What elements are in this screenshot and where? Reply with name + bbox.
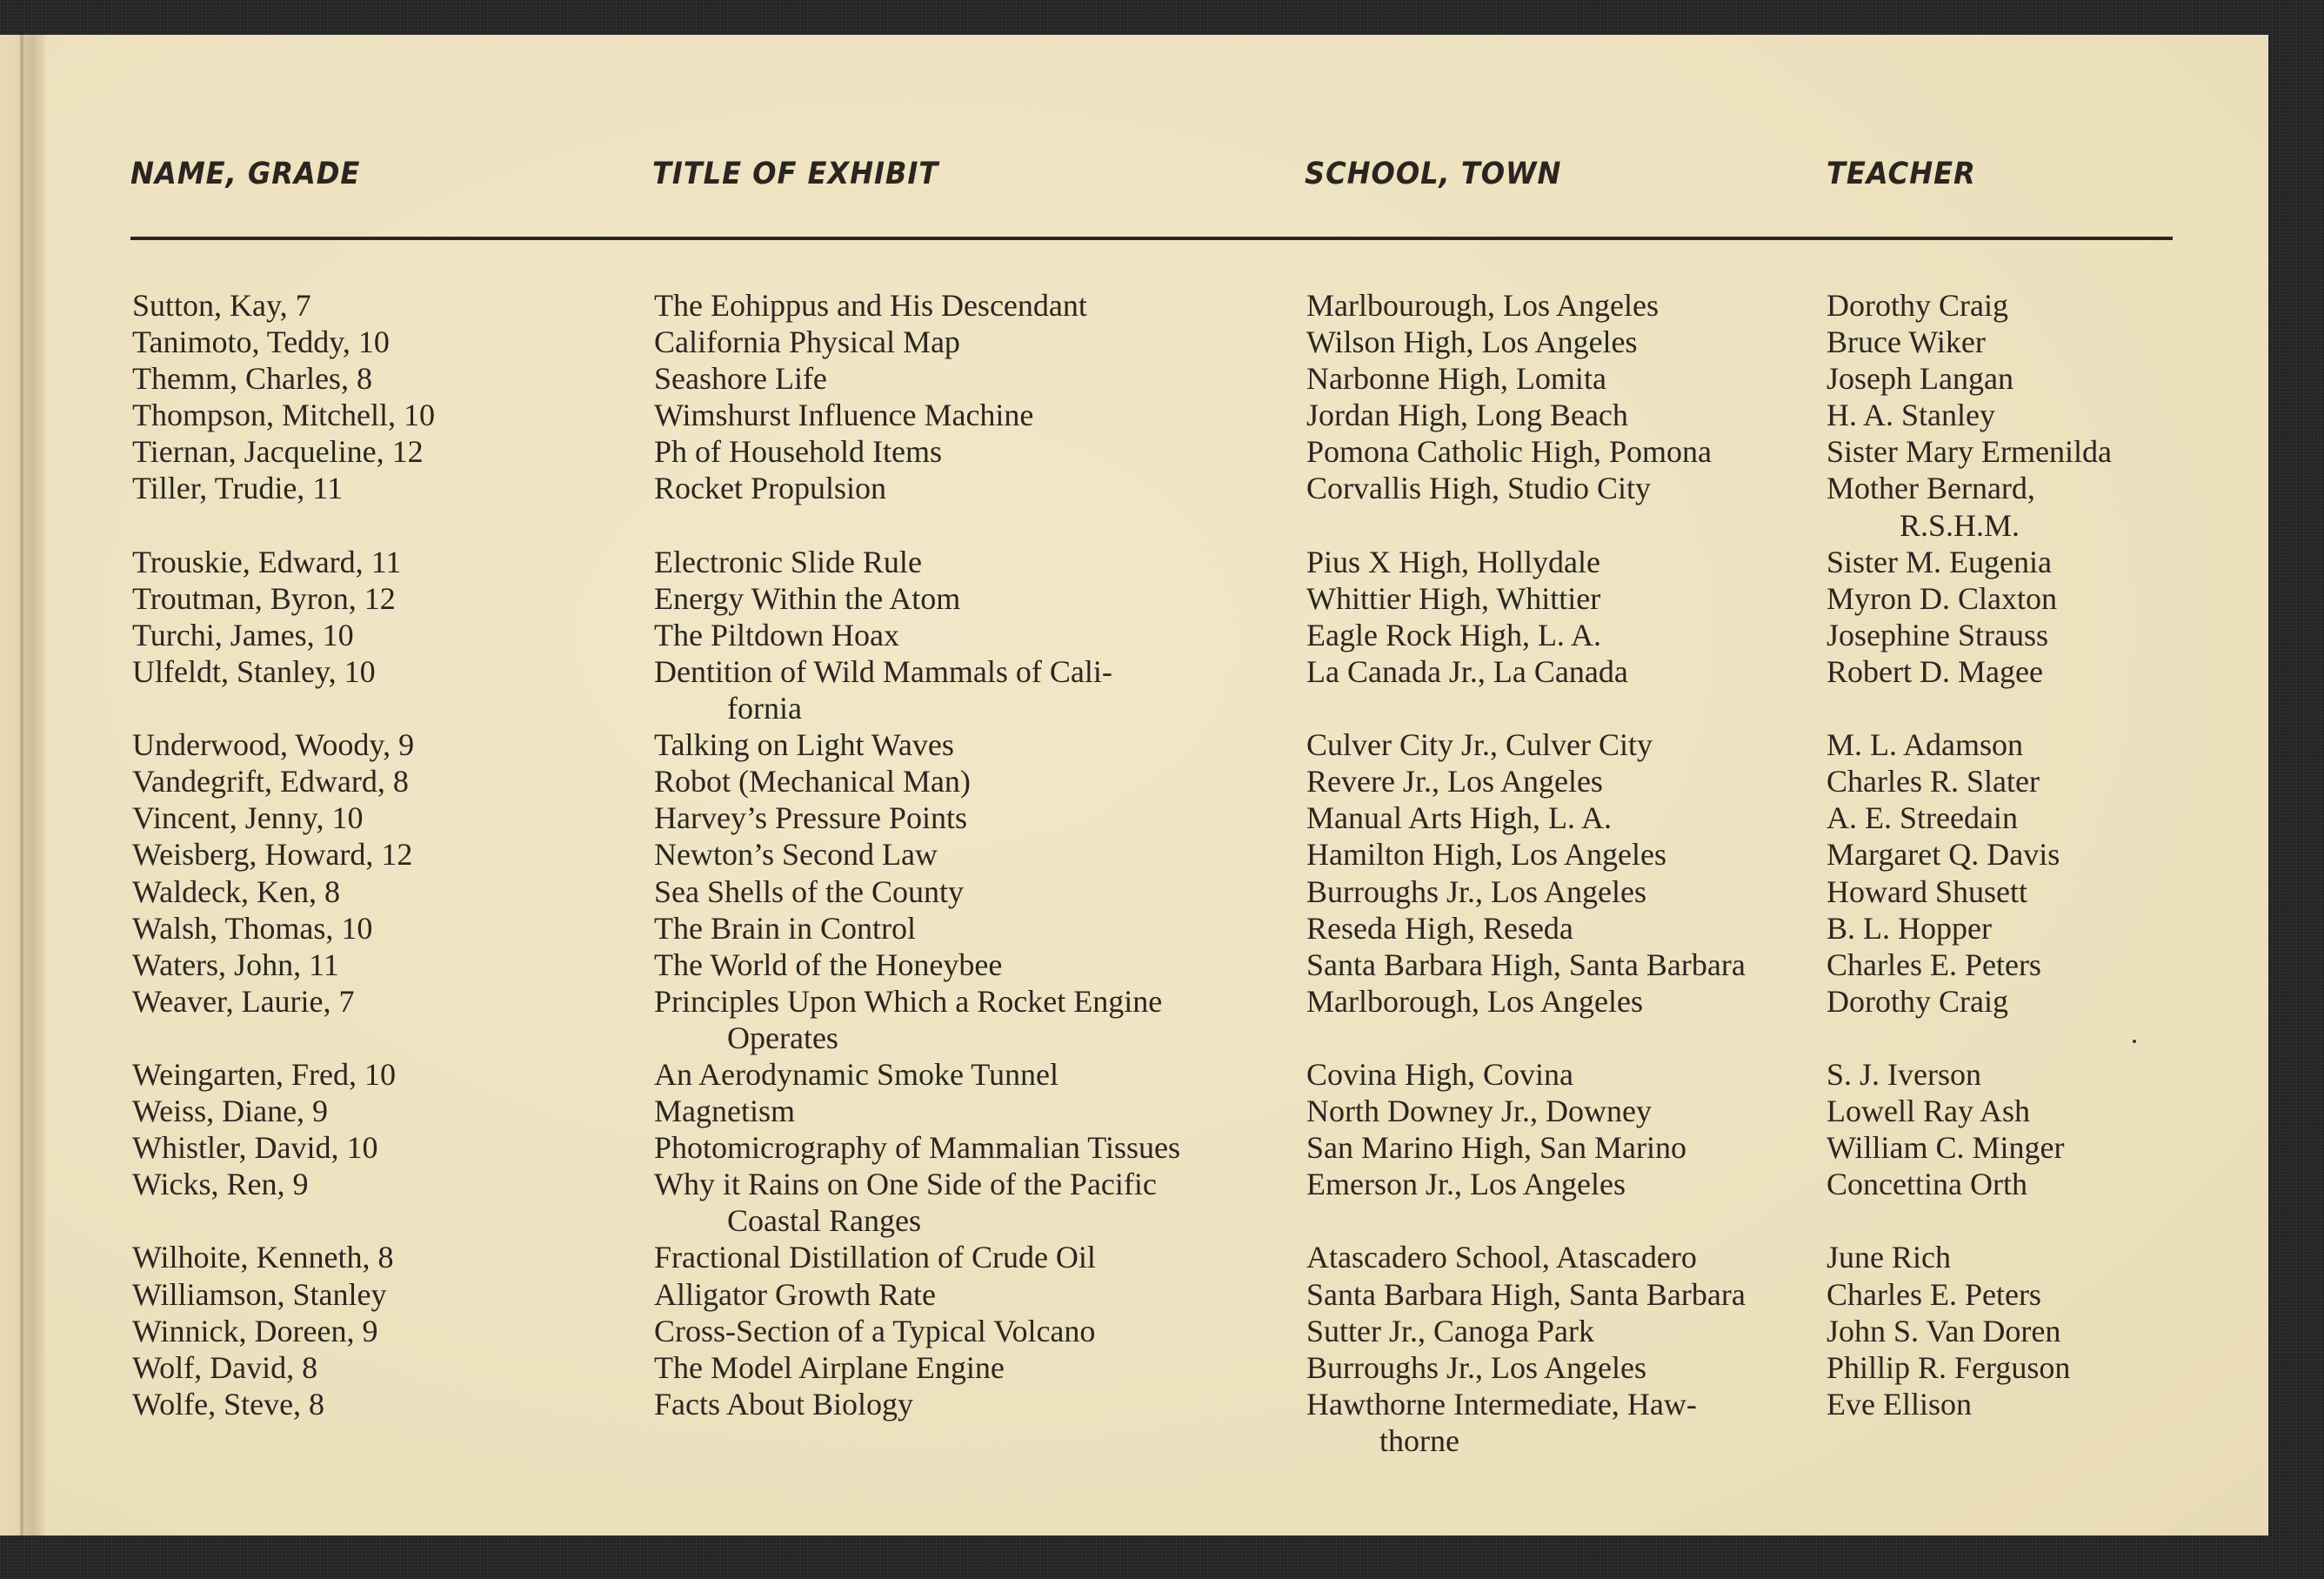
entry-name: Troutman, Byron, 12	[132, 580, 396, 616]
entry-title: Facts About Biology	[654, 1386, 914, 1422]
column-title-of-exhibit	[654, 287, 1180, 1459]
spacer	[132, 1020, 435, 1056]
entry-title: The Piltdown Hoax	[654, 617, 899, 652]
entry-school: Corvallis High, Studio City	[1306, 471, 1652, 506]
entry-school: Culver City Jr., Culver City	[1306, 727, 1653, 763]
entry-teacher: Phillip R. Ferguson	[1826, 1349, 2071, 1385]
entry-teacher: Mother Bernard,	[1826, 471, 2035, 506]
entry-school: Covina High, Covina	[1306, 1056, 1573, 1092]
entry-title: Energy Within the Atom	[654, 580, 961, 616]
entry-name: Sutton, Kay, 7	[132, 288, 311, 323]
entry-teacher: William C. Minger	[1826, 1130, 2065, 1166]
header-school-town: SCHOOL, TOWN	[1305, 157, 1562, 191]
entry-name: Tanimoto, Teddy, 10	[132, 324, 390, 360]
entry-name: Waldeck, Ken, 8	[132, 873, 341, 909]
header-teacher: TEACHER	[1826, 157, 1976, 191]
entry-teacher: Joseph Langan	[1826, 361, 2013, 397]
entry-title: Talking on Light Waves	[654, 727, 954, 763]
spacer	[132, 1202, 435, 1239]
spacer	[132, 507, 435, 544]
entry-school: La Canada Jr., La Canada	[1306, 653, 1628, 689]
entry-title: Magnetism	[654, 1094, 795, 1129]
entry-title: Newton’s Second Law	[654, 837, 938, 873]
entry-title: The World of the Honeybee	[654, 947, 1003, 982]
entry-teacher: Charles R. Slater	[1826, 764, 2040, 800]
entry-title: Dentition of Wild Mammals of Cali-	[654, 653, 1112, 689]
entry-school-continuation: thorne	[1379, 1422, 1459, 1458]
entry-title-continuation: Operates	[727, 1020, 838, 1055]
entry-title: The Eohippus and His Descendant	[654, 288, 1087, 323]
entry-teacher: Concettina Orth	[1826, 1167, 2027, 1202]
entry-name: Vandegrift, Edward, 8	[132, 764, 409, 800]
entry-teacher: Bruce Wiker	[1826, 324, 1986, 360]
entry-name: Winnick, Doreen, 9	[132, 1313, 378, 1348]
entry-school: Marlbourough, Los Angeles	[1306, 288, 1659, 323]
entry-name: Ulfeldt, Stanley, 10	[132, 653, 376, 689]
print-speck	[2133, 1040, 2136, 1043]
header-title-of-exhibit: TITLE OF EXHIBIT	[652, 157, 939, 191]
entry-school: Narbonne High, Lomita	[1306, 361, 1606, 397]
entry-teacher: Josephine Strauss	[1826, 617, 2048, 652]
entry-title: Photomicrography of Mammalian Tissues	[654, 1130, 1180, 1166]
entry-teacher: Dorothy Craig	[1826, 288, 2008, 323]
spacer	[1826, 690, 2112, 726]
entry-school: Wilson High, Los Angeles	[1306, 324, 1638, 360]
entry-teacher: Howard Shusett	[1826, 873, 2027, 909]
entry-title: Seashore Life	[654, 361, 827, 397]
entry-title: Alligator Growth Rate	[654, 1276, 936, 1312]
entry-name: Turchi, James, 10	[132, 617, 354, 652]
entry-school: Manual Arts High, L. A.	[1306, 800, 1612, 836]
entry-school: Whittier High, Whittier	[1306, 580, 1601, 616]
entry-name: Vincent, Jenny, 10	[132, 800, 364, 836]
entry-school: San Marino High, San Marino	[1306, 1130, 1686, 1166]
entry-school: Pius X High, Hollydale	[1306, 544, 1600, 579]
entry-school: Marlborough, Los Angeles	[1306, 983, 1643, 1019]
entry-teacher: Robert D. Magee	[1826, 653, 2043, 689]
entry-title-continuation: fornia	[727, 691, 802, 726]
entry-name: Underwood, Woody, 9	[132, 727, 415, 763]
entry-teacher: John S. Van Doren	[1826, 1313, 2061, 1348]
entry-name: Weingarten, Fred, 10	[132, 1056, 397, 1092]
entry-name: Thompson, Mitchell, 10	[132, 398, 435, 433]
header-rule	[130, 237, 2173, 240]
entry-name: Themm, Charles, 8	[132, 361, 372, 397]
entry-school: Sutter Jr., Canoga Park	[1306, 1313, 1594, 1348]
entry-school: Santa Barbara High, Santa Barbara	[1306, 1276, 1746, 1312]
entry-title: Cross-Section of a Typical Volcano	[654, 1313, 1096, 1348]
entry-title: Harvey’s Pressure Points	[654, 800, 967, 836]
entry-teacher: June Rich	[1826, 1240, 1951, 1275]
entry-teacher: Charles E. Peters	[1826, 947, 2041, 982]
entry-name: Trouskie, Edward, 11	[132, 544, 402, 579]
entry-teacher: Margaret Q. Davis	[1826, 837, 2060, 873]
entry-name: Weiss, Diane, 9	[132, 1094, 329, 1129]
spacer	[1826, 1202, 2112, 1239]
entry-school: Hamilton High, Los Angeles	[1306, 837, 1666, 873]
entry-name: Whistler, David, 10	[132, 1130, 378, 1166]
book-binding	[0, 35, 45, 1536]
entry-school: Eagle Rock High, L. A.	[1306, 617, 1601, 652]
entry-title: The Brain in Control	[654, 910, 916, 946]
entry-teacher: Sister M. Eugenia	[1826, 544, 2052, 579]
entry-title: Rocket Propulsion	[654, 471, 886, 506]
spacer	[654, 507, 1180, 544]
document-page	[0, 35, 2268, 1536]
entry-school: Jordan High, Long Beach	[1306, 398, 1628, 433]
entry-school: Reseda High, Reseda	[1306, 910, 1573, 946]
entry-name: Wicks, Ren, 9	[132, 1167, 309, 1202]
entry-school: North Downey Jr., Downey	[1306, 1094, 1652, 1129]
entry-teacher: Myron D. Claxton	[1826, 580, 2057, 616]
entry-teacher-continuation: R.S.H.M.	[1900, 507, 2020, 543]
entry-school: Santa Barbara High, Santa Barbara	[1306, 947, 1746, 982]
entry-school: Burroughs Jr., Los Angeles	[1306, 1349, 1646, 1385]
entry-school: Atascadero School, Atascadero	[1306, 1240, 1697, 1275]
entry-title-continuation: Coastal Ranges	[727, 1203, 921, 1239]
entry-teacher: Eve Ellison	[1826, 1386, 1972, 1422]
entry-name: Wilhoite, Kenneth, 8	[132, 1240, 394, 1275]
entry-school: Burroughs Jr., Los Angeles	[1306, 873, 1646, 909]
entry-name: Tiller, Trudie, 11	[132, 471, 343, 506]
spacer	[1306, 507, 1746, 544]
entry-title: Wimshurst Influence Machine	[654, 398, 1034, 433]
entry-school: Emerson Jr., Los Angeles	[1306, 1167, 1626, 1202]
spacer	[132, 1422, 435, 1459]
entry-title: The Model Airplane Engine	[654, 1349, 1005, 1385]
column-name-grade	[132, 287, 435, 1459]
entry-title: Robot (Mechanical Man)	[654, 764, 971, 800]
entry-name: Williamson, Stanley	[132, 1276, 387, 1312]
spacer	[1826, 1422, 2112, 1459]
spacer	[1306, 690, 1746, 726]
entry-title: California Physical Map	[654, 324, 960, 360]
entry-school: Pomona Catholic High, Pomona	[1306, 434, 1712, 470]
entry-title: Electronic Slide Rule	[654, 544, 922, 579]
entry-teacher: S. J. Iverson	[1826, 1056, 1981, 1092]
entry-title: Principles Upon Which a Rocket Engine	[654, 983, 1163, 1019]
entry-name: Tiernan, Jacqueline, 12	[132, 434, 424, 470]
entry-title: Fractional Distillation of Crude Oil	[654, 1240, 1096, 1275]
entry-name: Weisberg, Howard, 12	[132, 837, 413, 873]
spacer	[654, 1422, 1180, 1459]
spacer	[1306, 1020, 1746, 1056]
spacer	[1306, 1202, 1746, 1239]
entry-teacher: Lowell Ray Ash	[1826, 1094, 2030, 1129]
header-name-grade: NAME, GRADE	[130, 157, 361, 191]
entry-teacher: A. E. Streedain	[1826, 800, 2018, 836]
entry-school: Revere Jr., Los Angeles	[1306, 764, 1603, 800]
entry-teacher: M. L. Adamson	[1826, 727, 2024, 763]
entry-teacher: Charles E. Peters	[1826, 1276, 2041, 1312]
entry-name: Waters, John, 11	[132, 947, 339, 982]
entry-teacher: Dorothy Craig	[1826, 983, 2008, 1019]
column-teacher	[1826, 287, 2112, 1459]
entry-title: An Aerodynamic Smoke Tunnel	[654, 1056, 1058, 1092]
entry-teacher: B. L. Hopper	[1826, 910, 1992, 946]
entry-title: Why it Rains on One Side of the Pacific	[654, 1167, 1157, 1202]
entry-teacher: H. A. Stanley	[1826, 398, 1995, 433]
spacer	[132, 690, 435, 726]
entry-title: Ph of Household Items	[654, 434, 942, 470]
entry-title: Sea Shells of the County	[654, 873, 964, 909]
entry-name: Wolfe, Steve, 8	[132, 1386, 325, 1422]
column-school-town	[1306, 287, 1746, 1459]
entry-name: Walsh, Thomas, 10	[132, 910, 373, 946]
entry-teacher: Sister Mary Ermenilda	[1826, 434, 2112, 470]
spacer	[1826, 1020, 2112, 1056]
entry-name: Wolf, David, 8	[132, 1349, 318, 1385]
entry-name: Weaver, Laurie, 7	[132, 983, 355, 1019]
entry-school: Hawthorne Intermediate, Haw-	[1306, 1386, 1697, 1422]
